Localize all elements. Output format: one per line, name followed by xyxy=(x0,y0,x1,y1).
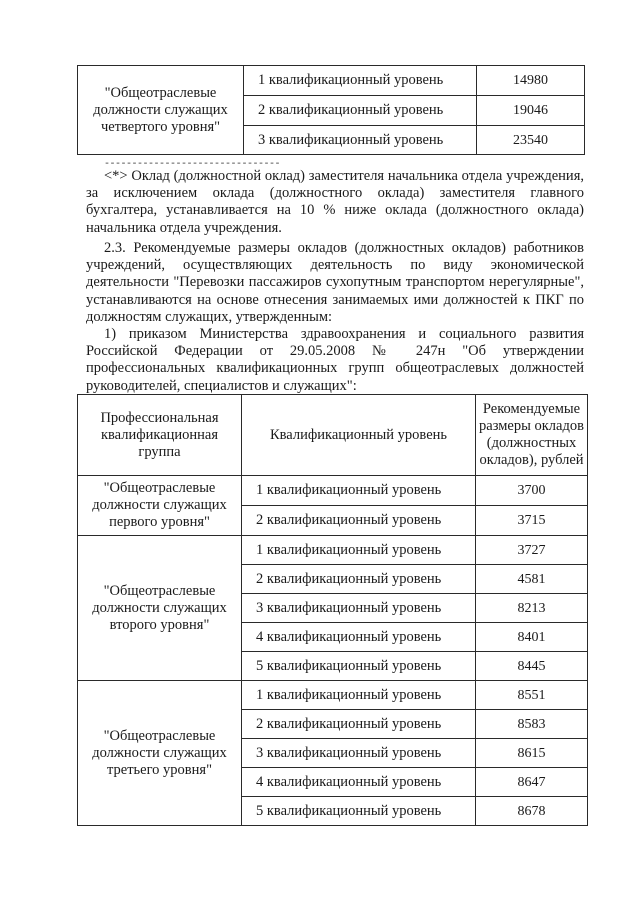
salary-cell: 8551 xyxy=(476,681,588,710)
table-header-row xyxy=(78,395,588,476)
table-row xyxy=(78,681,588,710)
salary-cell: 3715 xyxy=(476,506,588,536)
table-row xyxy=(78,476,588,506)
salary-table xyxy=(77,394,588,826)
group-name-cell: "Общеотраслевые должности служащих второго уровня" xyxy=(78,536,242,681)
salary-cell: 8213 xyxy=(476,594,588,623)
salary-cell: 8583 xyxy=(476,710,588,739)
salary-table-continued xyxy=(77,65,585,155)
salary-cell: 8615 xyxy=(476,739,588,768)
group-name-cell: "Общеотраслевые должности служащих четвертого уровня" xyxy=(78,66,244,155)
paragraph-order-reference: 1) приказом Министерства здравоохранения и социального развития Российской Федерации от 29.05.2008 № 247н "Об утверждении профессиональных квалификационных групп общеотраслевых должностей руководителей, специалистов и служащих": xyxy=(86,326,584,394)
level-cell: 1 квалификационный уровень xyxy=(242,536,476,565)
level-cell: 2 квалификационный уровень xyxy=(242,565,476,594)
footnote-text: <*> Оклад (должностной оклад) заместителя начальника отдела учреждения, за исключением оклада (должностного оклада) заместителя главного бухгалтера, устанавливается на 10 % ниже оклада (должностного оклада) начальника отдела учреждения. xyxy=(86,168,584,236)
level-cell: 5 квалификационный уровень xyxy=(242,652,476,681)
level-cell: 3 квалификационный уровень xyxy=(242,739,476,768)
salary-cell: 3727 xyxy=(476,536,588,565)
header-group: Профессиональная квалификационная группа xyxy=(78,395,242,476)
salary-cell: 8445 xyxy=(476,652,588,681)
level-cell: 1 квалификационный уровень xyxy=(244,66,477,96)
header-level: Квалификационный уровень xyxy=(242,395,476,476)
salary-cell: 8647 xyxy=(476,768,588,797)
level-cell: 4 квалификационный уровень xyxy=(242,623,476,652)
level-cell: 4 квалификационный уровень xyxy=(242,768,476,797)
salary-cell: 19046 xyxy=(477,96,585,126)
footnote-separator: -------------------------------- xyxy=(104,159,281,170)
group-name-cell: "Общеотраслевые должности служащих первого уровня" xyxy=(78,476,242,536)
group-name-cell: "Общеотраслевые должности служащих третьего уровня" xyxy=(78,681,242,826)
header-salary: Рекомендуемые размеры окладов (должностных окладов), рублей xyxy=(476,395,588,476)
salary-cell: 23540 xyxy=(477,126,585,155)
salary-cell: 14980 xyxy=(477,66,585,96)
paragraph-2-3: 2.3. Рекомендуемые размеры окладов (должностных окладов) работников учреждений, осуществляющих деятельность по виду экономической деятельности "Перевозки пассажиров сухопутным транспортом нерегулярные", устанавливаются на основе отнесения занимаемых ими должностей к ПКГ по должностям служащих, утвержденным: xyxy=(86,240,584,325)
level-cell: 2 квалификационный уровень xyxy=(244,96,477,126)
salary-cell: 4581 xyxy=(476,565,588,594)
level-cell: 2 квалификационный уровень xyxy=(242,506,476,536)
salary-cell: 8401 xyxy=(476,623,588,652)
level-cell: 1 квалификационный уровень xyxy=(242,476,476,506)
table-row xyxy=(78,66,585,96)
level-cell: 1 квалификационный уровень xyxy=(242,681,476,710)
table-row xyxy=(78,536,588,565)
salary-cell: 3700 xyxy=(476,476,588,506)
level-cell: 5 квалификационный уровень xyxy=(242,797,476,826)
level-cell: 2 квалификационный уровень xyxy=(242,710,476,739)
level-cell: 3 квалификационный уровень xyxy=(242,594,476,623)
level-cell: 3 квалификационный уровень xyxy=(244,126,477,155)
salary-cell: 8678 xyxy=(476,797,588,826)
